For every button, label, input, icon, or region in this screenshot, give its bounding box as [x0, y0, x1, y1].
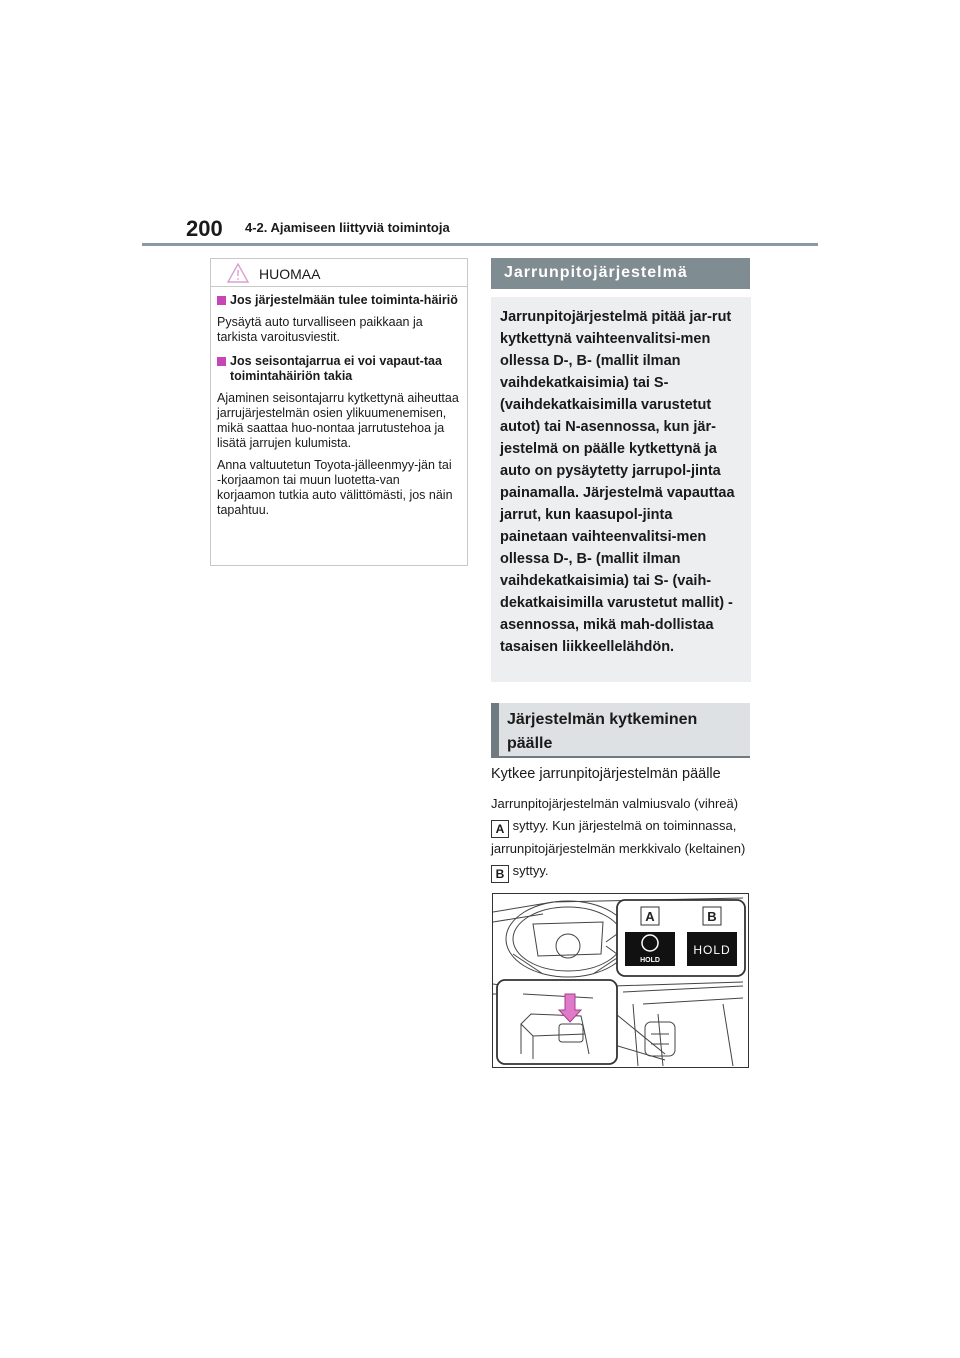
notice-header [211, 259, 467, 287]
callout-badge-a: A [491, 820, 509, 838]
header-rule [142, 243, 818, 246]
chapter-title: 4-2. Ajamiseen liittyviä toimintoja [245, 220, 450, 235]
section-summary: Jarrunpitojärjestelmä pitää jar-rut kytkettynä vaihteenvalitsi-men ollessa D-, B- (mallit ilman vaihdekatkaisimia) tai S- (vaihdekatkaisimilla varustetut autot) tai N-asennossa, kun jär-jestelmä on päälle kytkettynä ja auto on pysäytetty jarrupol-jinta painamalla. Järjestelmä vapauttaa jarrut, kun kaasupol-jinta painetaan vaihteenvalitsi-men ollessa D-, B- (mallit ilman vaihdekatkaisimia) tai S- (vaih-dekatkaisimilla varustetut mallit) -asennossa, mikä mah-dollistaa tasaisen liikkeellelähdön. [491, 297, 751, 682]
figure-label-a: A [645, 909, 655, 924]
notice-item-heading: Jos järjestelmään tulee toiminta-häiriö [217, 293, 459, 308]
callout-badge-b: B [491, 865, 509, 883]
subsection-title: Järjestelmän kytkeminen päälle [491, 703, 750, 758]
notice-item-paragraph: Ajaminen seisontajarru kytkettynä aiheuttaa jarrujärjestelmän osien ylikuumenemisen, mikä saattaa huo-nontaa jarrutustehoa ja lisätä jarrujen kulumista. [217, 391, 459, 450]
paragraph-text: Jarrunpitojärjestelmän valmiusvalo (vihreä) [491, 796, 739, 811]
hold-switch-illustration [492, 893, 749, 1068]
figure-label-b: B [707, 909, 717, 924]
hold-icon-text: HOLD [640, 957, 660, 964]
notice-body [217, 293, 459, 518]
notice-item-paragraph: Pysäytä auto turvalliseen paikkaan ja tarkista varoitusviestit. [217, 315, 423, 344]
hold-indicator-text: HOLD [693, 943, 731, 957]
warning-icon [227, 263, 249, 283]
section-title: Jarrunpitojärjestelmä [491, 258, 750, 289]
notice-item-paragraph: Anna valtuutetun Toyota-jälleenmyy-jän tai -korjaamon tai muun luotetta-van korjaamon tutkia auto välittömästi, jos näin tapahtuu. [217, 458, 453, 517]
paragraph-text: syttyy. Kun järjestelmä on toiminnassa, jarrunpitojärjestelmän merkkivalo (keltainen) [491, 818, 746, 856]
illustration-drawing [493, 894, 748, 1067]
notice-box [210, 258, 468, 566]
notice-title: HUOMAA [259, 266, 321, 282]
notice-separator [211, 286, 467, 287]
subsection-lead: Kytkee jarrunpitojärjestelmän päälle [491, 766, 721, 782]
page-number: 200 [186, 216, 223, 241]
subsection-paragraph [491, 793, 759, 883]
notice-item-heading: Jos seisontajarrua ei voi vapaut-taa toimintahäiriön takia [217, 354, 459, 384]
paragraph-text: syttyy. [512, 863, 549, 878]
